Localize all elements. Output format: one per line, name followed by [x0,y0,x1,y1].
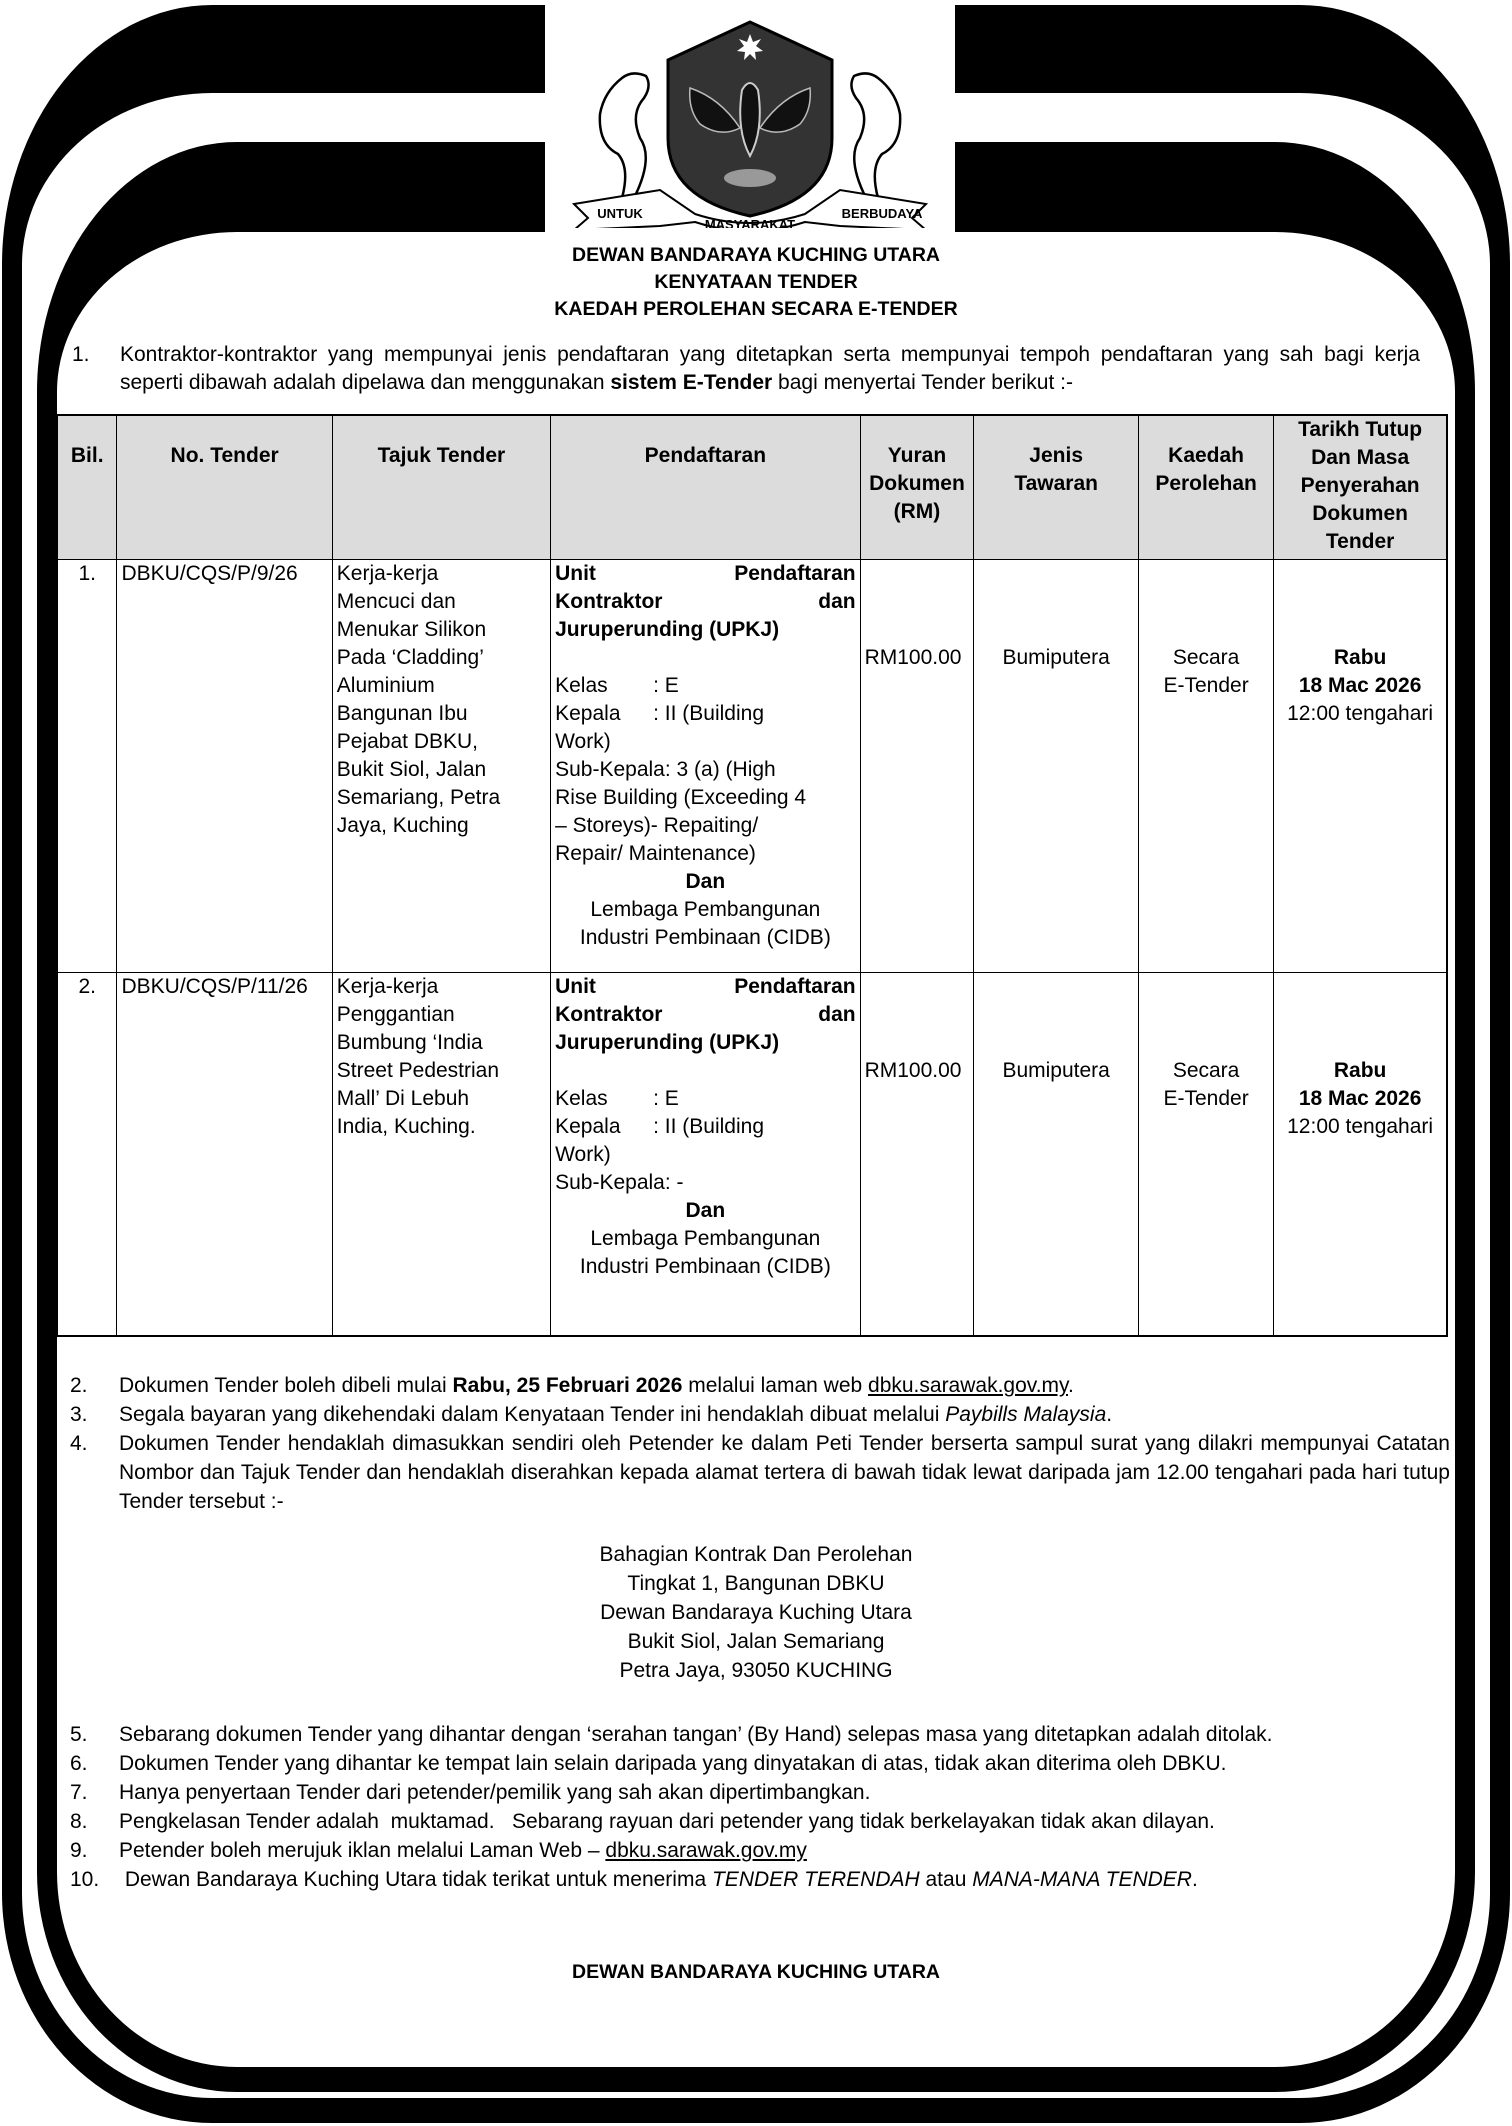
tajuk-line: Street Pedestrian [336,1059,500,1082]
note-text: Dokumen Tender yang dihantar ke tempat lain selain daripada yang dinyatakan di atas, tidak akan diterima oleh DBKU. [119,1752,1227,1775]
cell-kaedah-perolehan [1138,973,1273,1337]
note-number: 9. [70,1839,88,1862]
note-2 [70,1371,1450,1400]
cell-pendaftaran [551,973,860,1337]
address-line: Bahagian Kontrak Dan Perolehan [599,1543,913,1566]
cell-jenis-tawaran [974,560,1139,973]
tajuk-line: Semariang, Petra [336,786,501,809]
note-text [119,1371,1450,1400]
intro-text-end: bagi menyertai Tender berikut :- [772,371,1073,394]
cell-bil: 1. [57,560,117,973]
tajuk-line: Penggantian [336,1003,455,1026]
kepala-line [555,700,855,728]
tajuk-line: Pada ‘Cladding’ [336,646,484,669]
notice-title [0,242,1512,323]
note-9 [70,1836,1450,1865]
purchase-start-date: Rabu, 25 Februari 2026 [452,1374,683,1397]
sub-kepala-line: Repair/ Maintenance) [555,842,756,865]
submission-address [0,1540,1512,1685]
closing-day: Rabu [1333,646,1387,669]
jenis-value: Bumiputera [1002,646,1110,669]
any-tender-phrase: MANA-MANA TENDER [972,1868,1192,1891]
header-kaedah-perolehan [1138,415,1273,560]
note-2-text-mid: melalui laman web [682,1374,869,1397]
tajuk-line: Mencuci dan [336,590,456,613]
cell-tarikh-tutup [1274,973,1447,1337]
closing-date: 18 Mac 2026 [1298,1087,1422,1110]
kaedah-line: E-Tender [1163,1087,1249,1110]
unit-word: Pendaftaran [734,562,856,585]
website-link[interactable]: dbku.sarawak.gov.my [605,1839,807,1862]
crest-right-supporter [851,73,900,198]
note-text: Hanya penyertaan Tender dari petender/pemilik yang sah akan dipertimbangkan. [119,1781,871,1804]
tajuk-line: Jaya, Kuching [336,814,469,837]
unit-word: dan [818,590,856,613]
sub-kepala-line: Sub-Kepala: 3 (a) (High [555,758,776,781]
website-link[interactable]: dbku.sarawak.gov.my [868,1374,1068,1397]
header-tajuk-tender: Tajuk Tender [332,415,550,560]
kepala-continued: Work) [555,730,611,753]
note-number: 7. [70,1781,88,1804]
note-number: 6. [70,1752,88,1775]
note-number: 5. [70,1723,88,1746]
kelas-line [555,1085,855,1113]
note-10 [70,1865,1450,1894]
kepala-label: Kepala [555,1115,621,1138]
note-number: 4. [70,1432,88,1455]
pendaftaran-unit-line: Juruperunding (UPKJ) [555,618,780,641]
note-text: Pengkelasan Tender adalah muktamad. Sebarang rayuan dari petender yang tidak berkelayakan tidak akan dilayan. [119,1810,1215,1833]
cell-tarikh-tutup [1274,560,1447,973]
kepala-line [555,1113,855,1141]
tajuk-line: Menukar Silikon [336,618,487,641]
cell-tajuk-tender [332,560,550,973]
header-kaedah-line: Perolehan [1155,472,1257,495]
cidb-line: Lembaga Pembangunan [590,898,821,921]
cell-jenis-tawaran [974,973,1139,1337]
note-8 [70,1807,1450,1836]
kepala-value: : II (Building [653,702,764,725]
title-notice-type: KENYATAAN TENDER [654,271,858,293]
cell-bil: 2. [57,973,117,1337]
address-line: Bukit Siol, Jalan Semariang [627,1630,885,1653]
tajuk-line: Bukit Siol, Jalan [336,758,487,781]
kaedah-line: E-Tender [1163,674,1249,697]
header-bil: Bil. [57,415,117,560]
table-row [57,560,1447,973]
sub-kepala-line: Rise Building (Exceeding 4 [555,786,807,809]
payment-channel: Paybills Malaysia [945,1403,1107,1426]
header-jenis-line: Tawaran [1014,472,1098,495]
unit-word: Unit [555,975,596,998]
address-line: Petra Jaya, 93050 KUCHING [619,1659,893,1682]
lowest-tender-phrase: TENDER TERENDAH [711,1868,920,1891]
dan-conjunction: Dan [685,1199,726,1222]
header-yuran-line: Dokumen [869,472,965,495]
tajuk-line: Bumbung ‘India [336,1031,483,1054]
kelas-label: Kelas [555,674,608,697]
note-7 [70,1778,1450,1807]
header-yuran-line: Yuran [887,444,947,467]
yuran-value: RM100.00 [864,1059,962,1082]
header-no-tender: No. Tender [117,415,332,560]
notes-list-upper [70,1371,1450,1516]
unit-word: dan [818,1003,856,1026]
header-jenis-tawaran [974,415,1139,560]
header-tarikh-line: Tender [1325,530,1395,553]
sub-kepala-line: Sub-Kepala: - [555,1171,684,1194]
kaedah-line: Secara [1172,1059,1240,1082]
dbku-crest-emblem-icon [560,8,940,228]
sub-kepala-line: – Storeys)- Repaiting/ [555,814,759,837]
kelas-line [555,672,855,700]
note-3 [70,1400,1450,1429]
kelas-label: Kelas [555,1087,608,1110]
table-header-row [57,415,1447,560]
notes-list-lower [70,1720,1450,1894]
note-10-text-mid: atau [919,1868,973,1891]
closing-date: 18 Mac 2026 [1298,674,1422,697]
crest-base [724,169,776,187]
unit-word: Kontraktor [555,1003,663,1026]
unit-word: Unit [555,562,596,585]
cell-no-tender: DBKU/CQS/P/11/26 [117,973,332,1337]
note-number: 2. [70,1374,88,1397]
tajuk-line: Pejabat DBKU, [336,730,479,753]
cell-pendaftaran [551,560,860,973]
kelas-value: : E [653,1087,679,1110]
tajuk-line: Kerja-kerja [336,975,439,998]
table-row [57,973,1447,1337]
cidb-line: Lembaga Pembangunan [590,1227,821,1250]
note-4 [70,1429,1450,1516]
kepala-value: : II (Building [653,1115,764,1138]
note-10-text: Dewan Bandaraya Kuching Utara tidak terikat untuk menerima [119,1868,712,1891]
title-procurement-method: KAEDAH PEROLEHAN SECARA E-TENDER [554,298,958,320]
yuran-value: RM100.00 [864,646,962,669]
signature-organisation: DEWAN BANDARAYA KUCHING UTARA [572,1961,940,1983]
header-jenis-line: Jenis [1029,444,1083,467]
tajuk-line: India, Kuching. [336,1115,476,1138]
kepala-label: Kepala [555,702,621,725]
crest-left-supporter [600,73,649,198]
tajuk-line: Mall’ Di Lebuh [336,1087,470,1110]
note-6 [70,1749,1450,1778]
note-text [119,1400,1450,1429]
kelas-value: : E [653,674,679,697]
crest-motto-3: BERBUDAYA [841,206,923,221]
cidb-line: Industri Pembinaan (CIDB) [579,926,831,949]
note-number: 10. [70,1868,100,1891]
note-text [119,1865,1450,1894]
header-tarikh-line: Dan Masa [1311,446,1410,469]
note-number: 8. [70,1810,88,1833]
note-9-text: Petender boleh merujuk iklan melalui Laman Web – [119,1839,606,1862]
pendaftaran-unit-line [555,1001,855,1029]
address-line: Tingkat 1, Bangunan DBKU [627,1572,885,1595]
intro-text-bold: sistem E-Tender [610,371,773,394]
kaedah-line: Secara [1172,646,1240,669]
note-2-end: . [1068,1374,1074,1397]
header-tarikh-tutup [1274,415,1447,560]
header-kaedah-line: Kaedah [1168,444,1245,467]
note-text: Dokumen Tender hendaklah dimasukkan sendiri oleh Petender ke dalam Peti Tender berserta sampul surat yang dilakri mempunyai Catatan Nombor dan Tajuk Tender dan hendaklah diserahkan kepada alamat tertera di bawah tidak lewat daripada jam 12.00 tengahari pada hari tutup Tender tersebut :- [119,1432,1450,1513]
dan-conjunction: Dan [685,870,726,893]
intro-text [120,341,1420,397]
note-number: 3. [70,1403,88,1426]
address-line: Dewan Bandaraya Kuching Utara [600,1601,912,1624]
pendaftaran-unit-line: Juruperunding (UPKJ) [555,1031,780,1054]
intro-text-start: Kontraktor-kontraktor yang mempunyai jenis pendaftaran yang ditetapkan serta mempunyai tempoh pendaftaran yang sah bagi kerja seperti dibawah adalah dipelawa dan menggunakan [120,343,1420,394]
cidb-line: Industri Pembinaan (CIDB) [579,1255,831,1278]
header-tarikh-line: Dokumen [1312,502,1408,525]
note-text: Sebarang dokumen Tender yang dihantar dengan ‘serahan tangan’ (By Hand) selepas masa yang ditetapkan adalah ditolak. [119,1723,1273,1746]
cell-yuran [860,973,974,1337]
cell-yuran [860,560,974,973]
note-10-end: . [1191,1868,1198,1891]
closing-time: 12:00 tengahari [1287,702,1434,725]
note-text [119,1836,1450,1865]
tajuk-line: Bangunan Ibu [336,702,468,725]
header-yuran-dokumen [860,415,974,560]
tender-table [56,414,1448,1337]
cell-no-tender: DBKU/CQS/P/9/26 [117,560,332,973]
unit-word: Kontraktor [555,590,663,613]
cell-kaedah-perolehan [1138,560,1273,973]
note-3-end: . [1106,1403,1113,1426]
crest-motto-1: UNTUK [597,206,643,221]
note-3-text: Segala bayaran yang dikehendaki dalam Kenyataan Tender ini hendaklah dibuat melalui [119,1403,946,1426]
pendaftaran-unit-line [555,588,855,616]
tajuk-line: Aluminium [336,674,435,697]
note-5 [70,1720,1450,1749]
cell-tajuk-tender [332,973,550,1337]
title-organisation: DEWAN BANDARAYA KUCHING UTARA [572,244,940,266]
jenis-value: Bumiputera [1002,1059,1110,1082]
header-pendaftaran: Pendaftaran [551,415,860,560]
tajuk-line: Kerja-kerja [336,562,439,585]
header-yuran-line: (RM) [893,500,941,523]
note-2-text: Dokumen Tender boleh dibeli mulai [119,1374,453,1397]
header-tarikh-line: Tarikh Tutup [1298,418,1423,441]
closing-day: Rabu [1333,1059,1387,1082]
header-tarikh-line: Penyerahan [1300,474,1420,497]
intro-number: 1. [72,343,90,366]
kepala-continued: Work) [555,1143,611,1166]
pendaftaran-unit-line [555,560,855,588]
unit-word: Pendaftaran [734,975,856,998]
crest-motto-2: MASYARAKAT [704,217,796,228]
closing-time: 12:00 tengahari [1287,1115,1434,1138]
pendaftaran-unit-line [555,973,855,1001]
